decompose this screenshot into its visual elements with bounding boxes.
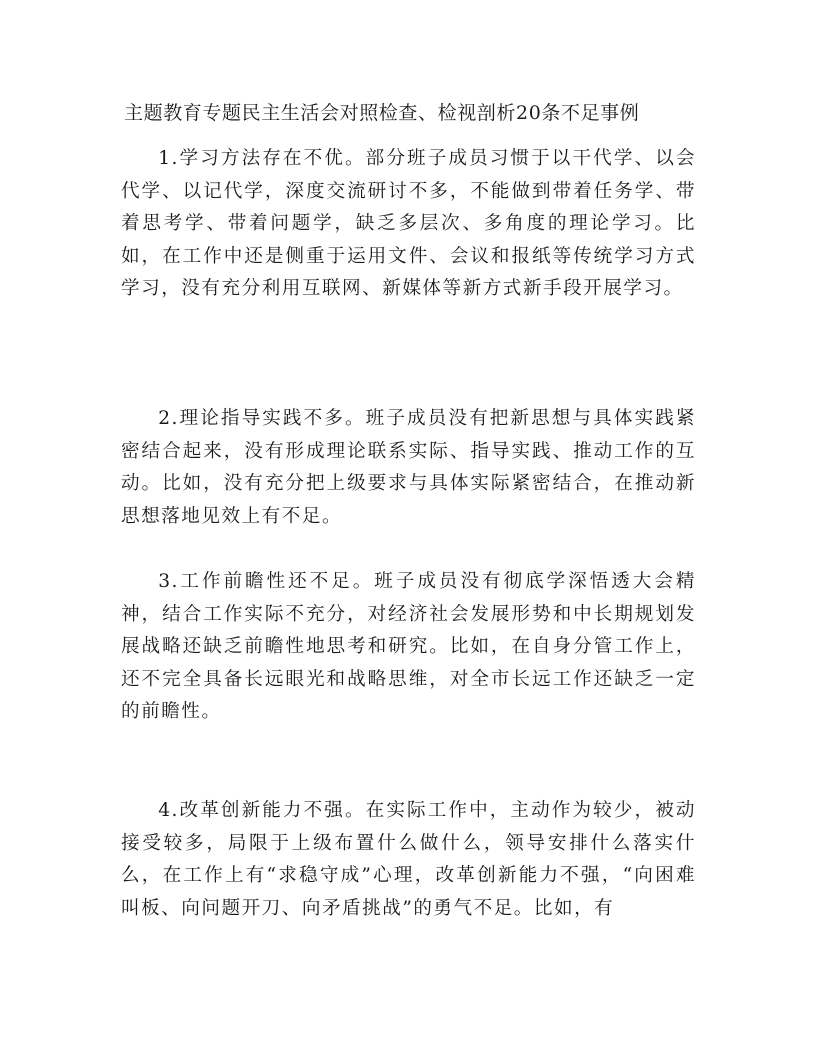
paragraph-4: 4.改革创新能力不强。在实际工作中，主动作为较少，被动接受较多，局限于上级布置什么做什么，领导安排什么落实什么，在工作上有“求稳守成”心理，改革创新能力不强，“向困难叫板、向问题开刀、向矛盾挑战”的勇气不足。比如，有 [121,800,696,919]
document-title: 主题教育专题民主生活会对照检查、检视剖析20条不足事例 [124,102,640,124]
paragraph-1: 1.学习方法存在不优。部分班子成员习惯于以干代学、以会代学、以记代学，深度交流研讨不多，不能做到带着任务学、带着思考学、带着问题学，缺乏多层次、多角度的理论学习。比如，在工作中还是侧重于运用文件、会议和报纸等传统学习方式学习，没有充分利用互联网、新媒体等新方式新手段开展学习。 [121,148,696,300]
paragraph-3: 3.工作前瞻性还不足。班子成员没有彻底学深悟透大会精神，结合工作实际不充分，对经济社会发展形势和中长期规划发展战略还缺乏前瞻性地思考和研究。比如，在自身分管工作上，还不完全具备长远眼光和战略思维，对全市长远工作还缺乏一定的前瞻性。 [121,571,696,723]
paragraph-2: 2.理论指导实践不多。班子成员没有把新思想与具体实践紧密结合起来，没有形成理论联系实际、指导实践、推动工作的互动。比如，没有充分把上级要求与具体实际紧密结合，在推动新思想落地见效上有不足。 [121,408,696,527]
